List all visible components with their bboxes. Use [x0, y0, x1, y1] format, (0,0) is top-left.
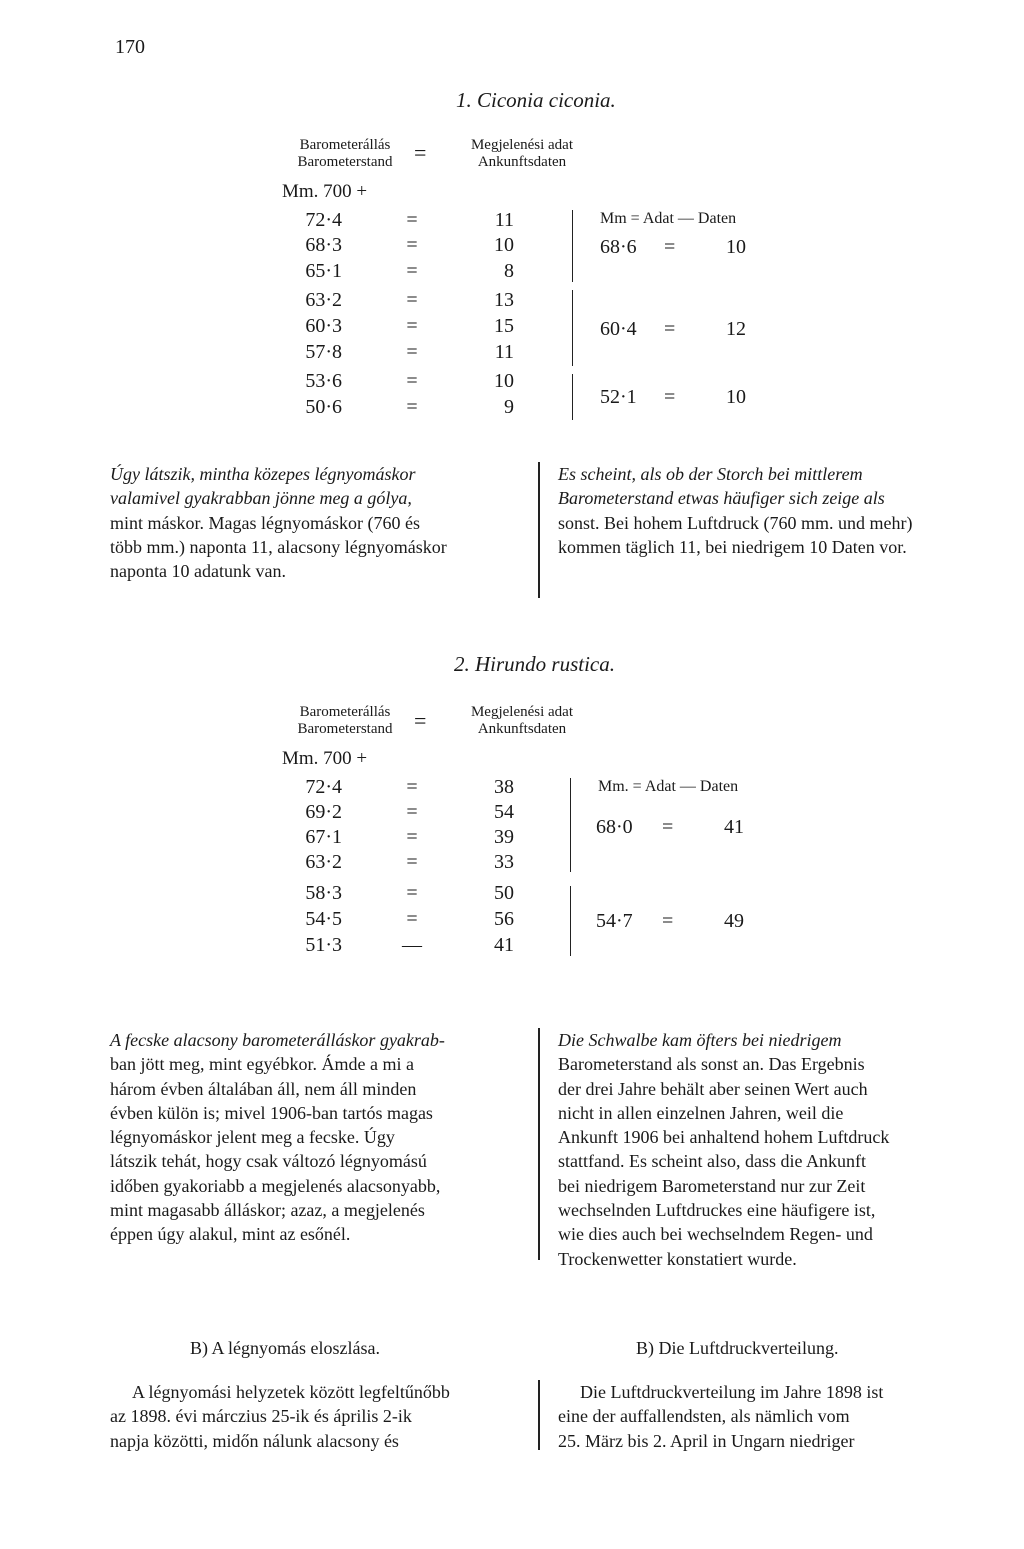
equals-sign: = — [406, 882, 418, 904]
text-line: Die Schwalbe kam öfters bei niedrigem — [558, 1030, 842, 1050]
text-line: naponta 10 adatunk van. — [110, 561, 286, 582]
equals-sign: = — [406, 396, 418, 418]
count-value: 56 — [494, 908, 514, 930]
summary-eq: = — [662, 910, 674, 932]
column-divider — [538, 1380, 540, 1450]
text-line: az 1898. évi márczius 25-ik és április 2-ik — [110, 1406, 412, 1427]
count-value: 50 — [494, 882, 514, 904]
header-right-de: Ankunftsdaten — [477, 154, 567, 170]
pressure-value: 72·4 — [305, 776, 342, 798]
pressure-value: 67·1 — [305, 826, 342, 848]
mm-label: Mm. 700 + — [282, 748, 368, 769]
summary-header: Mm. = Adat — Daten — [598, 778, 739, 795]
summary-mm: 68·0 — [596, 816, 633, 838]
summary-eq: = — [662, 816, 674, 838]
equals-sign: — — [402, 934, 422, 956]
text-line: mint máskor. Magas légnyomáskor (760 és — [110, 512, 420, 533]
summary-value: 49 — [724, 910, 744, 932]
text-line: éppen úgy alakul, mint az esőnél. — [110, 1224, 351, 1245]
count-value: 10 — [494, 370, 514, 392]
text-line: nicht in allen einzelnen Jahren, weil die — [558, 1102, 844, 1123]
text-line: kommen täglich 11, bei niedrigem 10 Daten vor. — [558, 536, 907, 557]
pressure-value: 57·8 — [305, 341, 342, 363]
section2-title: 2. Hirundo rustica. — [454, 652, 616, 676]
column-divider — [538, 462, 540, 598]
count-value: 9 — [504, 396, 514, 418]
text-line: Barometerstand als sonst an. Das Ergebnis — [558, 1054, 865, 1075]
text-line: több mm.) naponta 11, alacsony légnyomáskor — [110, 536, 447, 557]
text-line: eine der auffallendsten, als nämlich vom — [558, 1406, 850, 1427]
text-line: sonst. Bei hohem Luftdruck (760 mm. und mehr) — [558, 512, 913, 533]
text-line: Trockenwetter konstatiert wurde. — [558, 1248, 797, 1269]
text-line: mint magasabb álláskor; azaz, a megjelenés — [110, 1200, 425, 1221]
header-left-hu: Barometerállás — [299, 137, 391, 153]
column-divider — [538, 1028, 540, 1260]
count-value: 13 — [494, 289, 514, 311]
group-bracket — [570, 778, 571, 872]
count-value: 11 — [494, 341, 514, 363]
text-line: napja közötti, midőn nálunk alacsony és — [110, 1430, 399, 1451]
count-value: 39 — [494, 826, 514, 848]
pressure-value: 65·1 — [305, 260, 342, 282]
text-line: három évben általában áll, nem áll minden — [110, 1078, 417, 1099]
summary-eq: = — [664, 318, 676, 340]
count-value: 15 — [494, 315, 514, 337]
text-line: Barometerstand etwas häufiger sich zeige als — [558, 488, 885, 509]
summary-eq: = — [664, 386, 676, 408]
mm-label: Mm. 700 + — [282, 181, 368, 202]
section1-text-de — [558, 462, 968, 559]
equals-sign: = — [406, 826, 418, 848]
group-bracket — [572, 374, 573, 420]
text-line: évben külön is; mivel 1906-ban tartós magas — [110, 1102, 433, 1123]
text-line: stattfand. Es scheint also, dass die Ankunft — [558, 1151, 866, 1172]
equals-sign: = — [406, 341, 418, 363]
section2-header-right — [456, 704, 588, 738]
header-equals: = — [414, 708, 427, 733]
summary-mm: 52·1 — [600, 386, 637, 408]
section2-text-de — [558, 1028, 968, 1271]
header-right-hu: Megjelenési adat — [470, 704, 574, 720]
summary-eq: = — [664, 236, 676, 258]
text-line: látszik tehát, hogy csak változó légnyomású — [110, 1151, 427, 1172]
header-left-de: Barometerstand — [297, 721, 393, 737]
summary-value: 10 — [726, 386, 746, 408]
header-right-hu: Megjelenési adat — [470, 137, 574, 153]
equals-sign: = — [406, 289, 418, 311]
equals-sign: = — [406, 370, 418, 392]
equals-sign: = — [406, 234, 418, 256]
summary-value: 10 — [726, 236, 746, 258]
count-value: 11 — [494, 209, 514, 231]
group-bracket — [572, 210, 573, 282]
equals-sign: = — [406, 776, 418, 798]
group-bracket — [572, 290, 573, 366]
summary-header: Mm = Adat — Daten — [600, 210, 737, 227]
text-line: Ankunft 1906 bei anhaltend hohem Luftdruck — [558, 1127, 890, 1148]
text-line: bei niedrigem Barometerstand nur zur Zeit — [558, 1175, 866, 1196]
pressure-value: 60·3 — [305, 315, 342, 337]
pressure-value: 53·6 — [305, 370, 342, 392]
page-number: 170 — [115, 36, 145, 58]
pressure-value: 51·3 — [305, 934, 342, 956]
pressure-value: 50·6 — [305, 396, 342, 418]
pressure-value: 63·2 — [305, 851, 342, 873]
header-left-de: Barometerstand — [297, 154, 393, 170]
count-value: 54 — [494, 801, 514, 823]
count-value: 33 — [494, 851, 514, 873]
text-line: légnyomáskor jelent meg a fecske. Úgy — [110, 1127, 395, 1148]
count-value: 38 — [494, 776, 514, 798]
summary-mm: 54·7 — [596, 910, 633, 932]
summary-value: 12 — [726, 318, 746, 340]
section1-header-right — [456, 137, 588, 171]
pressure-value: 63·2 — [305, 289, 342, 311]
header-left-hu: Barometerállás — [299, 704, 391, 720]
sectionB-text-hu — [110, 1380, 523, 1453]
section2-text-hu — [110, 1028, 523, 1247]
text-line: A légnyomási helyzetek között legfeltűnőbb — [132, 1382, 450, 1402]
text-line: wie dies auch bei wechselndem Regen- und — [558, 1224, 873, 1245]
equals-sign: = — [406, 315, 418, 337]
pressure-value: 72·4 — [305, 209, 342, 231]
summary-mm: 68·6 — [600, 236, 637, 258]
section1-title: 1. Ciconia ciconia. — [456, 88, 616, 112]
count-value: 10 — [494, 234, 514, 256]
sectionB-text-de — [558, 1380, 968, 1453]
pressure-value: 54·5 — [305, 908, 342, 930]
text-line: időben gyakoriabb a megjelenés alacsonyabb, — [110, 1175, 441, 1196]
equals-sign: = — [406, 908, 418, 930]
section2-header-left — [282, 704, 408, 738]
text-line: Die Luftdruckverteilung im Jahre 1898 ist — [580, 1382, 884, 1402]
equals-sign: = — [406, 851, 418, 873]
header-equals: = — [414, 140, 427, 165]
equals-sign: = — [406, 801, 418, 823]
text-line: wechselnden Luftdruckes eine häufigere ist, — [558, 1200, 876, 1221]
text-line: valamivel gyakrabban jönne meg a gólya, — [110, 488, 412, 509]
summary-value: 41 — [724, 816, 744, 838]
text-line: A fecske alacsony barometerálláskor gyakrab- — [110, 1030, 445, 1050]
pressure-value: 68·3 — [305, 234, 342, 256]
pressure-value: 69·2 — [305, 801, 342, 823]
header-right-de: Ankunftsdaten — [477, 721, 567, 737]
count-value: 8 — [504, 260, 514, 282]
text-line: Úgy látszik, mintha közepes légnyomáskor — [110, 464, 416, 484]
equals-sign: = — [406, 260, 418, 282]
pressure-value: 58·3 — [305, 882, 342, 904]
sectionB-heading-de: B) Die Luftdruckverteilung. — [636, 1338, 839, 1358]
group-bracket — [570, 886, 571, 956]
sectionB-heading-hu: B) A légnyomás eloszlása. — [190, 1338, 380, 1358]
equals-sign: = — [406, 209, 418, 231]
text-line: ban jött meg, mint egyébkor. Ámde a mi a — [110, 1054, 414, 1075]
text-line: der drei Jahre behält aber seinen Wert auch — [558, 1078, 868, 1099]
section1-text-hu — [110, 462, 523, 583]
text-line: 25. März bis 2. April in Ungarn niedriger — [558, 1430, 855, 1451]
count-value: 41 — [494, 934, 514, 956]
section1-header-left — [282, 137, 408, 171]
text-line: Es scheint, als ob der Storch bei mittlerem — [558, 464, 863, 484]
summary-mm: 60·4 — [600, 318, 637, 340]
